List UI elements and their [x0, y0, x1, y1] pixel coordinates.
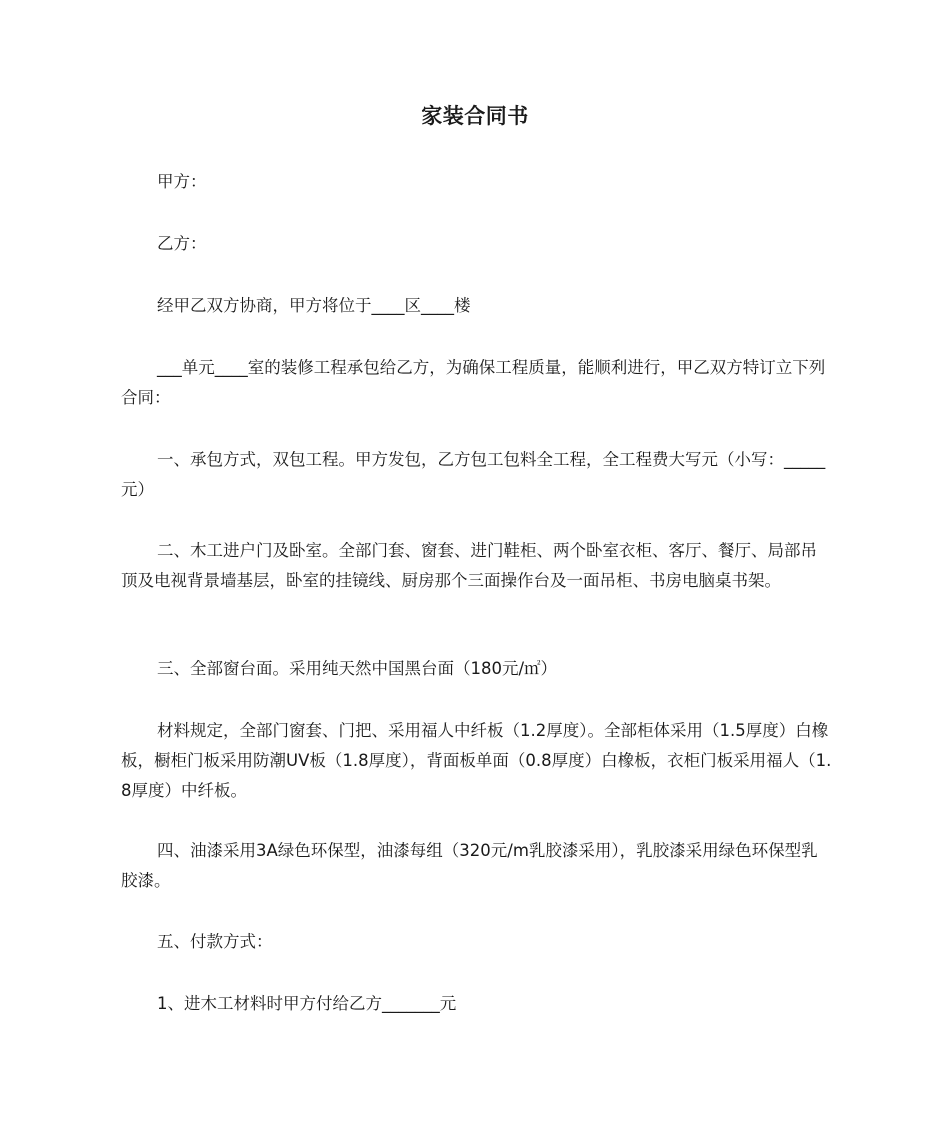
paragraph-materials: 材料规定，全部门窗套、门把、采用福人中纤板（1.2厚度）。全部柜体采用（1.5厚度）白橡板，橱柜门板采用防潮UV板（1.8厚度），背面板单面（0.8厚度）白橡板，衣柜门板采用福人（1.8厚度）中纤板。 [121, 721, 832, 800]
paragraph-clause-3: 三、全部窗台面。采用纯天然中国黑台面（180元/㎡） [157, 659, 558, 678]
paragraph-agreement-location: 经甲乙双方协商，甲方将位于____区____楼 [157, 296, 471, 315]
document-title: 家装合同书 [421, 104, 529, 128]
paragraph-party-b: 乙方： [157, 234, 207, 253]
paragraph-agreement-scope: ___单元____室的装修工程承包给乙方，为确保工程质量，能顺利进行，甲乙双方特订立下列合同： [121, 358, 826, 407]
paragraph-clause-2: 二、木工进户门及卧室。全部门套、窗套、进门鞋柜、两个卧室衣柜、客厅、餐厅、局部吊顶及电视背景墙基层，卧室的挂镜线、厨房那个三面操作台及一面吊柜、书房电脑桌书架。 [121, 541, 817, 590]
paragraph-party-a: 甲方： [157, 172, 207, 191]
paragraph-clause-5: 五、付款方式： [157, 932, 273, 951]
paragraph-clause-1: 一、承包方式，双包工程。甲方发包，乙方包工包料全工程，全工程费大写元（小写：_____元） [121, 450, 826, 499]
paragraph-clause-4: 四、油漆采用3A绿色环保型，油漆每组（320元/m乳胶漆采用），乳胶漆采用绿色环保型乳胶漆。 [121, 841, 818, 890]
paragraph-payment-1: 1、进木工材料时甲方付给乙方_______元 [157, 994, 457, 1013]
